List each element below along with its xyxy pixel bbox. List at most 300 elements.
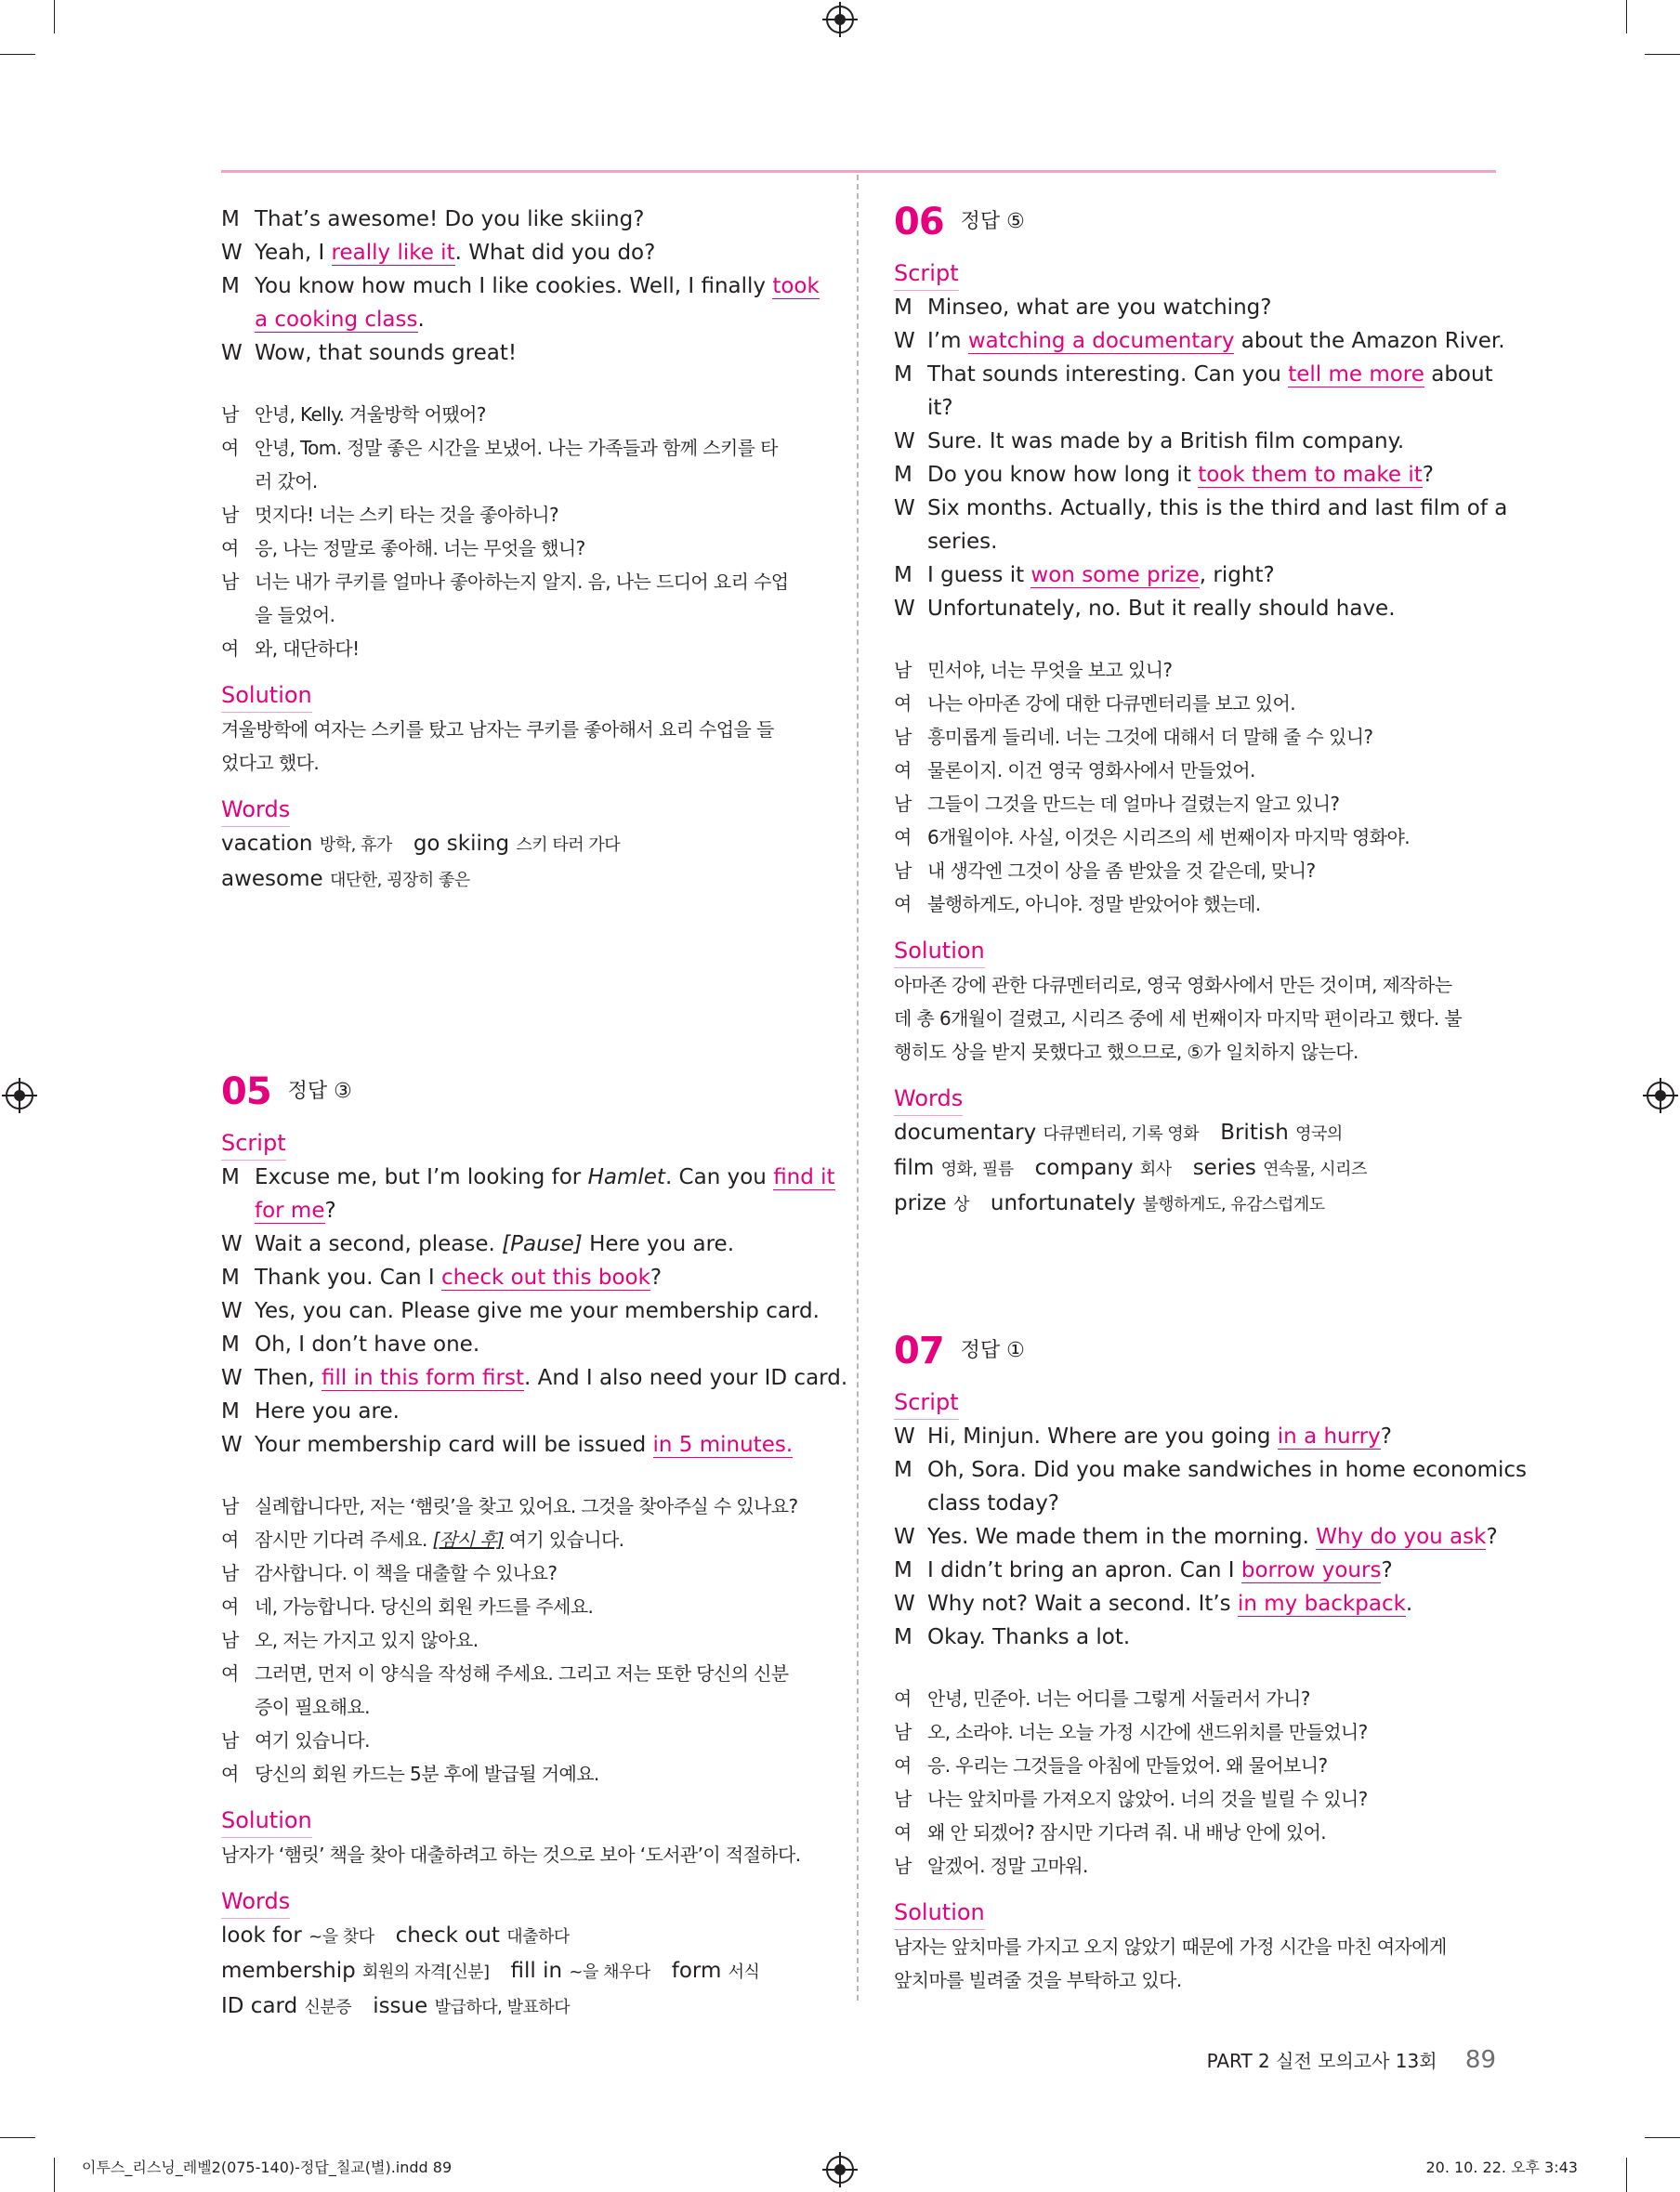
speaker-label: W: [894, 1424, 915, 1449]
text-run: 응, 나는 정말로 좋아해. 너는 무엇을 했니?: [255, 537, 585, 559]
text-run: . What did you do?: [454, 241, 656, 265]
script-line: [894, 324, 1505, 358]
word-english: prize: [894, 1191, 953, 1215]
speaker-label: 남: [894, 860, 912, 882]
text-run: , right?: [1199, 563, 1275, 587]
q07-solution-label: Solution: [894, 1896, 985, 1930]
speaker-label: M: [894, 563, 912, 587]
line-text: [894, 653, 1496, 687]
solution-line: 었다고 했다.: [221, 752, 320, 774]
speaker-label: M: [894, 295, 912, 320]
script-line: [894, 458, 1496, 492]
speaker-label: M: [221, 1165, 240, 1189]
speaker-label: 남: [894, 1788, 912, 1810]
speaker-label: M: [221, 1399, 240, 1424]
speaker-label: 여: [221, 637, 239, 660]
word-english: check out: [374, 1923, 507, 1948]
text-run: Wait a second, please.: [255, 1232, 503, 1256]
script-line: [894, 1487, 1496, 1520]
text-run: in 5 minutes.: [652, 1433, 794, 1457]
line-text: [221, 465, 823, 498]
text-run: Hamlet: [587, 1165, 665, 1189]
word-korean: 영국의: [1295, 1124, 1343, 1144]
text-run: 멋지다! 너는 스키 타는 것을 좋아하니?: [255, 504, 559, 526]
translation-line: [894, 854, 1496, 887]
registration-mark-left-icon: [6, 1082, 33, 1109]
text-run: class today?: [927, 1491, 1060, 1516]
registration-mark-top-icon: [826, 6, 854, 33]
line-text: [221, 1261, 823, 1294]
text-run: 안녕, Tom. 정말 좋은 시간을 보냈어. 나는 가족들과 함께 스키를 타: [255, 437, 778, 459]
word-korean: 스키 타러 가다: [516, 835, 621, 855]
q07-answer: 정답 ①: [960, 1338, 1025, 1362]
q06-number: 06: [894, 200, 944, 243]
text-run: 물론이지. 이건 영국 영화사에서 만들었어.: [927, 759, 1255, 781]
script-line: [221, 1161, 835, 1194]
speaker-label: 여: [221, 1595, 239, 1618]
line-text: [221, 1194, 823, 1227]
speaker-label: 남: [894, 1855, 912, 1877]
line-text: [221, 1556, 823, 1590]
text-run: Why not? Wait a second. It’s: [927, 1592, 1238, 1616]
text-run: Okay. Thanks a lot.: [927, 1625, 1131, 1649]
line-text: [221, 336, 823, 370]
script-line: [894, 525, 1496, 558]
translation-line: [221, 431, 823, 465]
text-run: 안녕, 민준아. 너는 어디를 그렇게 서둘러서 가니?: [927, 1687, 1310, 1710]
q04-words-label: Words: [221, 793, 290, 827]
text-run: Hi, Minjun. Where are you going: [927, 1424, 1278, 1449]
speaker-label: 남: [894, 659, 912, 681]
speaker-label: M: [221, 274, 240, 298]
line-text: [894, 1816, 1496, 1849]
line-text: [221, 1294, 823, 1328]
q06-answer: 정답 ⑤: [960, 209, 1025, 233]
word-korean: 불행하게도, 유감스럽게도: [1142, 1195, 1325, 1214]
text-run: won some prize: [1030, 563, 1200, 587]
speaker-label: 남: [221, 1562, 239, 1584]
q07-script-label: Script: [894, 1385, 959, 1420]
line-text: [894, 458, 1496, 492]
line-text: [221, 1657, 823, 1690]
q06-translation: [894, 653, 1496, 921]
text-run: check out this book: [440, 1266, 650, 1290]
q05-answer: 정답 ③: [287, 1079, 352, 1103]
text-run: 왜 안 되겠어? 잠시만 기다려 줘. 내 배낭 안에 있어.: [927, 1821, 1327, 1844]
q05-script: [221, 1161, 848, 1462]
line-text: [894, 1487, 1496, 1520]
script-line: [894, 358, 1496, 391]
solution-line: 행히도 상을 받지 못했다고 했으므로, ⑤가 일치하지 않는다.: [894, 1041, 1358, 1063]
q04-solution: [221, 713, 823, 780]
word-korean: 대단한, 굉장히 좋은: [329, 871, 470, 890]
text-run: Oh, Sora. Did you make sandwiches in home economics: [927, 1458, 1528, 1482]
script-line: [894, 1587, 1496, 1621]
text-run: fill in this form first: [321, 1366, 525, 1390]
speaker-label: W: [894, 1592, 915, 1616]
text-run: I didn’t bring an apron. Can I: [927, 1558, 1241, 1582]
line-text: [221, 1227, 823, 1261]
line-text: [894, 425, 1496, 458]
text-run: 오, 저는 가지고 있지 않아요.: [255, 1629, 479, 1651]
text-run: took them to make it: [1198, 463, 1423, 487]
line-text: [894, 1715, 1496, 1749]
word-english: documentary: [894, 1121, 1043, 1145]
text-run: Here you are.: [582, 1232, 735, 1256]
translation-line: [221, 598, 823, 632]
line-text: [221, 1490, 823, 1523]
text-run: 불행하게도, 아니야. 정말 받았어야 했는데.: [927, 893, 1261, 915]
speaker-label: W: [894, 429, 915, 453]
text-run: 당신의 회원 카드는 5분 후에 발급될 거예요.: [255, 1763, 599, 1785]
translation-line: [221, 632, 823, 665]
line-text: [894, 1782, 1496, 1816]
speaker-label: 여: [894, 826, 912, 848]
line-text: [894, 1520, 1496, 1554]
script-line: [221, 336, 823, 370]
text-run: really like it: [331, 241, 455, 265]
line-text: [221, 498, 823, 532]
text-run: for me: [255, 1199, 325, 1223]
q06-solution-label: Solution: [894, 934, 985, 968]
translation-line: [894, 754, 1496, 787]
text-run: it?: [927, 396, 953, 420]
text-run: I’m: [927, 329, 968, 353]
word-korean: 서식: [728, 1962, 760, 1982]
line-text: [894, 887, 1496, 921]
crop-mark-top-right-h: [1645, 54, 1680, 55]
text-run: a cooking class: [255, 308, 418, 332]
text-run: borrow yours: [1240, 1558, 1382, 1582]
line-text: [894, 291, 1496, 324]
text-run: 너는 내가 쿠키를 얼마나 좋아하는지 알지. 음, 나는 드디어 요리 수업: [255, 571, 789, 593]
line-text: [894, 525, 1496, 558]
script-line: [221, 1227, 823, 1261]
script-line: [221, 1428, 823, 1462]
solution-line: 남자는 앞치마를 가지고 오지 않았기 때문에 가정 시간을 마친 여자에게: [894, 1936, 1447, 1958]
footer-title: 실전 모의고사 13회: [1276, 2050, 1437, 2072]
text-run: 안녕, Kelly. 겨울방학 어땠어?: [255, 403, 486, 426]
text-run: Then,: [255, 1366, 322, 1390]
word-english: ID card: [221, 1994, 305, 2018]
script-line: [894, 558, 1496, 592]
word-korean: 회사: [1139, 1160, 1172, 1179]
line-text: [894, 687, 1496, 720]
text-run: Unfortunately, no. But it really should have.: [927, 597, 1396, 621]
line-text: [221, 1428, 823, 1462]
q04-script: [221, 203, 823, 370]
speaker-label: 여: [221, 1529, 239, 1551]
text-run: Why do you ask: [1316, 1525, 1487, 1549]
speaker-label: 여: [221, 537, 239, 559]
text-run: tell me more: [1288, 362, 1424, 387]
line-text: [894, 1420, 1496, 1453]
text-run: .: [417, 308, 425, 332]
q05-translation: [221, 1490, 823, 1791]
crop-mark-bottom-right-h: [1645, 2137, 1680, 2138]
page-number: 89: [1464, 2046, 1496, 2074]
crop-mark-top-left: [54, 0, 55, 33]
q05-words: [221, 1919, 823, 2025]
text-run: ?: [324, 1199, 336, 1223]
line-text: [221, 1623, 823, 1657]
text-run: Your membership card will be issued: [255, 1433, 653, 1457]
word-korean: ~을 채우다: [569, 1962, 650, 1982]
line-text: [894, 492, 1508, 525]
q06-script: [894, 291, 1508, 625]
words-row: [894, 1116, 1496, 1151]
footer-part: PART 2: [1206, 2050, 1270, 2072]
speaker-label: M: [894, 1625, 912, 1649]
line-text: [894, 1554, 1496, 1587]
text-run: .: [1405, 1592, 1413, 1616]
q04-translation: [221, 398, 823, 665]
line-text: [221, 1328, 823, 1361]
word-korean: 발급하다, 발표하다: [434, 1998, 571, 2017]
script-line: [221, 1194, 823, 1227]
words-row: [221, 1954, 823, 1989]
script-line: [221, 1361, 848, 1395]
text-run: 실례합니다만, 저는 ‘햄릿’을 찾고 있어요. 그것을 찾아주실 수 있나요?: [255, 1495, 798, 1517]
translation-line: [221, 532, 823, 565]
solution-line: 데 총 6개월이 걸렸고, 시리즈 중에 세 번째이자 마지막 편이라고 했다. 불: [894, 1007, 1463, 1030]
script-line: [221, 1261, 823, 1294]
speaker-label: W: [221, 1366, 243, 1390]
word-korean: 다큐멘터리, 기록 영화: [1043, 1124, 1200, 1144]
text-run: 나는 앞치마를 가져오지 않았어. 너의 것을 빌릴 수 있니?: [927, 1788, 1368, 1810]
speaker-label: M: [894, 1558, 912, 1582]
words-row: [221, 862, 823, 898]
text-run: Oh, I don’t have one.: [255, 1332, 480, 1357]
text-run: 여기 있습니다.: [255, 1729, 370, 1752]
line-text: [221, 303, 823, 336]
text-run: in a hurry: [1277, 1424, 1381, 1449]
q04-words: [221, 827, 823, 898]
speaker-label: M: [221, 207, 240, 231]
word-korean: ~을 찾다: [308, 1927, 374, 1947]
speaker-label: W: [221, 341, 243, 365]
line-text: [894, 720, 1496, 754]
script-line: [221, 236, 823, 269]
slug-file: 이투스_리스닝_레벨2(075-140)-정답_칠교(별).indd 89: [82, 2159, 453, 2176]
line-text: [894, 754, 1496, 787]
translation-line: [221, 1757, 823, 1791]
translation-line: [894, 687, 1496, 720]
translation-line: [894, 887, 1496, 921]
translation-line: [894, 1849, 1496, 1883]
left-column: [221, 203, 848, 2025]
script-line: [221, 1395, 823, 1428]
word-english: series: [1171, 1156, 1264, 1180]
text-run: [Pause]: [502, 1232, 583, 1256]
speaker-label: W: [221, 1433, 243, 1457]
line-text: [221, 398, 823, 431]
speaker-label: 여: [894, 692, 912, 715]
text-run: [잠시 후]: [432, 1529, 504, 1551]
script-line: [894, 291, 1496, 324]
crop-mark-bottom-left-h: [0, 2137, 35, 2138]
line-text: [221, 1361, 848, 1395]
speaker-label: 남: [894, 726, 912, 748]
line-text: [221, 1590, 823, 1623]
text-run: 그들이 그것을 만드는 데 얼마나 걸렸는지 알고 있니?: [927, 793, 1340, 815]
speaker-label: 여: [894, 893, 912, 915]
q04-solution-label: Solution: [221, 678, 312, 713]
words-row: [894, 1151, 1496, 1187]
q06-header: [894, 195, 1496, 247]
speaker-label: 여: [221, 1763, 239, 1785]
script-line: [894, 1453, 1528, 1487]
q07-number: 07: [894, 1329, 944, 1372]
script-line: [894, 1420, 1496, 1453]
script-line: [894, 391, 1496, 425]
line-text: [894, 358, 1496, 391]
slug-date: 20. 10. 22. 오후 3:43: [1425, 2159, 1578, 2176]
translation-line: [221, 465, 823, 498]
line-text: [221, 565, 823, 598]
text-run: Do you know how long it: [927, 463, 1199, 487]
translation-line: [894, 820, 1496, 854]
speaker-label: M: [894, 463, 912, 487]
text-run: Excuse me, but I’m looking for: [255, 1165, 588, 1189]
text-run: 흥미롭게 들리네. 너는 그것에 대해서 더 말해 줄 수 있니?: [927, 726, 1373, 748]
speaker-label: W: [894, 496, 915, 520]
translation-line: [221, 1590, 823, 1623]
column-divider: [857, 175, 859, 2001]
text-run: 네, 가능합니다. 당신의 회원 카드를 주세요.: [255, 1595, 594, 1618]
right-column: [894, 200, 1528, 1997]
registration-mark-right-icon: [1647, 1082, 1674, 1109]
word-korean: 영화, 필름: [940, 1160, 1014, 1179]
script-line: [221, 303, 823, 336]
crop-mark-bottom-left: [54, 2158, 55, 2192]
text-run: 오, 소라야. 너는 오늘 가정 시간에 샌드위치를 만들었니?: [927, 1721, 1368, 1743]
speaker-label: W: [894, 1525, 915, 1549]
text-run: 6개월이야. 사실, 이것은 시리즈의 세 번째이자 마지막 영화야.: [927, 826, 1410, 848]
word-english: film: [894, 1156, 941, 1180]
translation-line: [221, 1556, 823, 1590]
translation-line: [221, 1523, 823, 1556]
line-text: [894, 787, 1496, 820]
word-english: membership: [221, 1959, 363, 1983]
script-line: [894, 1520, 1496, 1554]
q05-words-label: Words: [221, 1884, 290, 1919]
speaker-label: 남: [894, 1721, 912, 1743]
line-text: [221, 203, 823, 236]
word-english: company: [1013, 1156, 1140, 1180]
word-english: unfortunately: [968, 1191, 1143, 1215]
translation-line: [221, 498, 823, 532]
q05-number: 05: [221, 1070, 271, 1113]
q05-solution-label: Solution: [221, 1804, 312, 1838]
text-run: 감사합니다. 이 책을 대출할 수 있나요?: [255, 1562, 558, 1584]
script-line: [894, 492, 1508, 525]
q07-script: [894, 1420, 1528, 1654]
q07-solution: [894, 1930, 1496, 1997]
line-text: [894, 1587, 1496, 1621]
text-run: watching a documentary: [967, 329, 1235, 353]
text-run: 응. 우리는 그것들을 아침에 만들었어. 왜 물어보니?: [927, 1754, 1328, 1777]
text-run: 민서야, 너는 무엇을 보고 있니?: [927, 659, 1173, 681]
text-run: You know how much I like cookies. Well, I finally: [255, 274, 773, 298]
word-english: fill in: [489, 1959, 570, 1983]
crop-mark-top-left-h: [0, 54, 35, 55]
line-text: [894, 324, 1505, 358]
text-run: ?: [1381, 1558, 1393, 1582]
words-row: [221, 1989, 823, 2025]
speaker-label: W: [221, 1232, 243, 1256]
text-run: 러 갔어.: [255, 470, 318, 492]
text-run: Minseo, what are you watching?: [927, 295, 1272, 320]
word-english: issue: [351, 1994, 435, 2018]
word-korean: 연속물, 시리즈: [1263, 1160, 1367, 1179]
line-text: [221, 598, 823, 632]
text-run: find it: [773, 1165, 835, 1189]
text-run: Yes, you can. Please give me your membership card.: [255, 1299, 820, 1323]
translation-line: [221, 1690, 823, 1724]
text-run: 여기 있습니다.: [503, 1529, 624, 1551]
text-run: series.: [927, 530, 998, 554]
line-text: [221, 269, 823, 303]
script-line: [221, 203, 823, 236]
speaker-label: M: [221, 1266, 240, 1290]
speaker-label: 남: [221, 504, 239, 526]
text-run: That’s awesome! Do you like skiing?: [255, 207, 645, 231]
script-line: [221, 1328, 823, 1361]
text-run: I guess it: [927, 563, 1031, 587]
q06-script-label: Script: [894, 256, 959, 291]
q06-words: [894, 1116, 1496, 1222]
line-text: [894, 592, 1496, 625]
solution-line: 겨울방학에 여자는 스키를 탔고 남자는 쿠키를 좋아해서 요리 수업을 들: [221, 718, 774, 741]
speaker-label: W: [894, 329, 915, 353]
words-row: [894, 1187, 1496, 1222]
text-run: took: [772, 274, 820, 298]
speaker-label: 여: [221, 1662, 239, 1685]
line-text: [894, 391, 1496, 425]
word-korean: 대출하다: [506, 1927, 570, 1947]
word-korean: 회원의 자격[신분]: [362, 1962, 490, 1982]
speaker-label: 여: [894, 1821, 912, 1844]
line-text: [894, 558, 1496, 592]
crop-mark-bottom-right: [1626, 2158, 1627, 2192]
line-text: [221, 1724, 823, 1757]
word-english: look for: [221, 1923, 309, 1948]
q05-header: [221, 1065, 823, 1117]
word-english: go skiing: [391, 832, 517, 856]
speaker-label: 남: [221, 403, 239, 426]
script-line: [894, 1621, 1496, 1654]
translation-line: [894, 1682, 1496, 1715]
text-run: 증이 필요해요.: [255, 1696, 370, 1718]
solution-line: 아마존 강에 관한 다큐멘터리로, 영국 영화사에서 만든 것이며, 제작하는: [894, 974, 1452, 996]
script-line: [221, 1294, 823, 1328]
speaker-label: 남: [894, 793, 912, 815]
text-run: Yes. We made them in the morning.: [927, 1525, 1317, 1549]
text-run: 내 생각엔 그것이 상을 좀 받았을 것 같은데, 맞니?: [927, 860, 1316, 882]
line-text: [221, 532, 823, 565]
speaker-label: 남: [221, 1729, 239, 1752]
crop-mark-top-right: [1626, 0, 1627, 33]
text-run: ?: [650, 1266, 663, 1290]
solution-line: 앞치마를 빌려줄 것을 부탁하고 있다.: [894, 1969, 1182, 1991]
word-english: form: [650, 1959, 728, 1983]
line-text: [221, 1523, 823, 1556]
script-line: [221, 269, 823, 303]
translation-line: [221, 398, 823, 431]
translation-line: [894, 1749, 1496, 1782]
text-run: . And I also need your ID card.: [524, 1366, 848, 1390]
